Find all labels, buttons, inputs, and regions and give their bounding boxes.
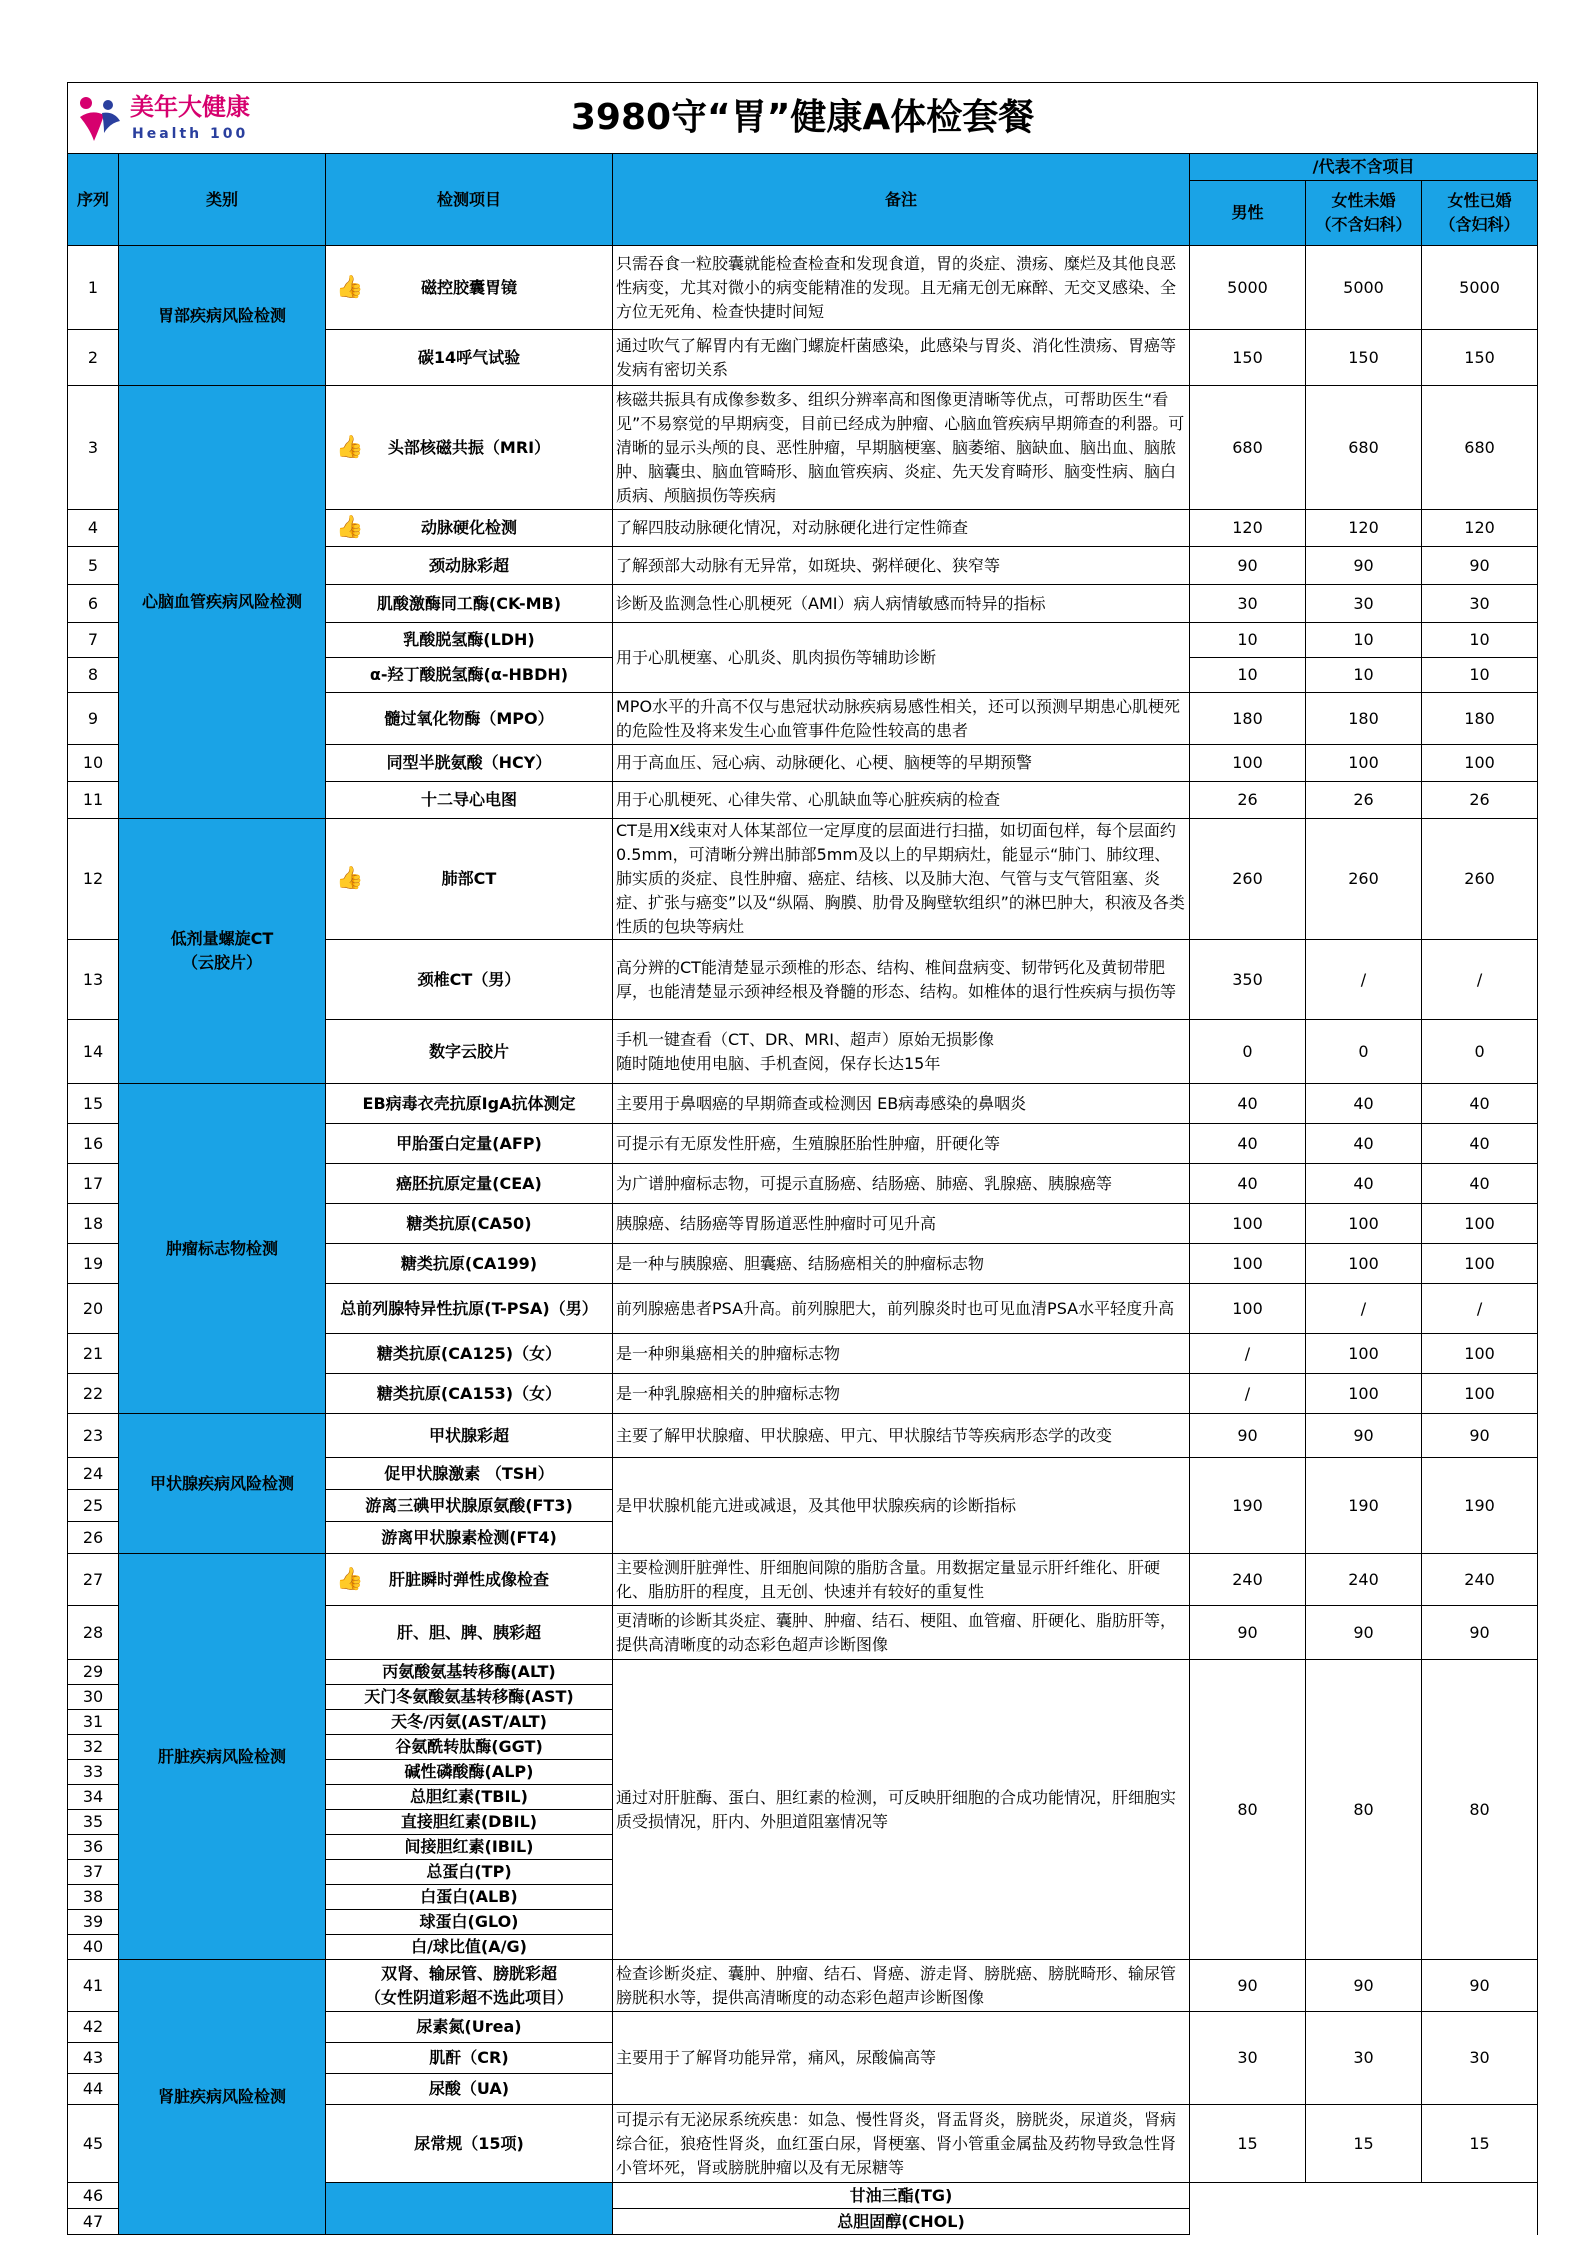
price-male: 5000 <box>1190 246 1306 330</box>
row-item: 白蛋白(ALB) <box>326 1885 613 1910</box>
price-female-unmarried: 0 <box>1306 1020 1422 1084</box>
row-item: 天门冬氨酸氨基转移酶(AST) <box>326 1685 613 1710</box>
price-female-unmarried: 80 <box>1306 1660 1422 1960</box>
row-seq: 21 <box>68 1334 119 1374</box>
row-seq: 4 <box>68 510 119 547</box>
price-female-unmarried: 90 <box>1306 1414 1422 1458</box>
row-seq: 23 <box>68 1414 119 1458</box>
row-item-label: 动脉硬化检测 <box>420 518 517 537</box>
price-female-unmarried: 100 <box>1306 1244 1422 1284</box>
price-female-unmarried: 30 <box>1306 585 1422 623</box>
row-seq: 5 <box>68 547 119 585</box>
header-legend: /代表不含项目 <box>1190 154 1538 181</box>
price-female-married: 150 <box>1422 330 1538 386</box>
price-female-unmarried: / <box>1306 1284 1422 1334</box>
row-item: 尿常规（15项) <box>326 2105 613 2183</box>
row-seq: 30 <box>68 1685 119 1710</box>
row-item <box>326 1554 613 1606</box>
row-note: 用于心肌梗死、心律失常、心肌缺血等心脏疾病的检查 <box>613 782 1190 819</box>
row-item: EB病毒衣壳抗原IgA抗体测定 <box>326 1084 613 1124</box>
row-note: 诊断及监测急性心肌梗死（AMI）病人病情敏感而特异的指标 <box>613 585 1190 623</box>
page-title: 3980守“胃”健康A体检套餐 <box>570 97 1035 138</box>
price-female-married: 40 <box>1422 1084 1538 1124</box>
price-female-married: 180 <box>1422 693 1538 745</box>
price-female-unmarried: 240 <box>1306 1554 1422 1606</box>
table-row <box>68 246 1538 330</box>
row-note: 可提示有无原发性肝癌，生殖腺胚胎性肿瘤，肝硬化等 <box>613 1124 1190 1164</box>
row-item: 尿素氮(Urea) <box>326 2012 613 2043</box>
header-female-unmarried <box>1306 181 1422 246</box>
header-seq: 序列 <box>68 154 119 246</box>
row-seq: 13 <box>68 940 119 1020</box>
row-item: 甲胎蛋白定量(AFP) <box>326 1124 613 1164</box>
row-note: 了解四肢动脉硬化情况，对动脉硬化进行定性筛查 <box>613 510 1190 547</box>
row-item-label: 头部核磁共振（MRI） <box>387 437 551 457</box>
row-item: 肌酐（CR) <box>326 2043 613 2074</box>
row-seq: 10 <box>68 745 119 782</box>
row-seq: 16 <box>68 1124 119 1164</box>
price-female-unmarried: 100 <box>1306 745 1422 782</box>
row-seq: 18 <box>68 1204 119 1244</box>
price-female-unmarried: 90 <box>1306 1960 1422 2012</box>
header-item: 检测项目 <box>326 154 613 246</box>
thumbs-up-icon: 👍 <box>336 434 364 460</box>
row-item: 糖类抗原(CA153)（女） <box>326 1374 613 1414</box>
row-note: 胰腺癌、结肠癌等胃肠道恶性肿瘤时可见升高 <box>613 1204 1190 1244</box>
price-female-married: 90 <box>1422 547 1538 585</box>
row-item: 球蛋白(GLO) <box>326 1910 613 1935</box>
price-male: 30 <box>1190 585 1306 623</box>
row-seq: 14 <box>68 1020 119 1084</box>
row-seq: 3 <box>68 386 119 510</box>
row-item: α-羟丁酸脱氢酶(α-HBDH) <box>326 658 613 693</box>
category-lipid <box>326 2183 613 2235</box>
row-seq: 1 <box>68 246 119 330</box>
row-seq: 28 <box>68 1606 119 1660</box>
price-female-married: 40 <box>1422 1164 1538 1204</box>
price-female-married: 260 <box>1422 819 1538 940</box>
price-female-married: 100 <box>1422 1374 1538 1414</box>
table-row <box>68 1960 1538 2012</box>
brand-name-cn: 美年大健康 <box>130 93 250 121</box>
row-note: 用于高血压、冠心病、动脉硬化、心梗、脑梗等的早期预警 <box>613 745 1190 782</box>
row-item: 白/球比值(A/G) <box>326 1935 613 1960</box>
row-item <box>326 1960 613 2012</box>
price-male: 260 <box>1190 819 1306 940</box>
price-female-married: / <box>1422 940 1538 1020</box>
price-male: 100 <box>1190 1204 1306 1244</box>
price-male: 240 <box>1190 1554 1306 1606</box>
price-female-married: 90 <box>1422 1960 1538 2012</box>
price-male: 10 <box>1190 658 1306 693</box>
price-female-unmarried: 40 <box>1306 1124 1422 1164</box>
row-note: CT是用X线束对人体某部位一定厚度的层面进行扫描，如切面包样，每个层面约0.5mm，可清晰分辨出肺部5mm及以上的早期病灶，能显示“肺门、肺纹理、肺实质的炎症、良性肿瘤、癌症、结核、以及肺大泡、气管与支气管阻塞、炎症、扩张与癌变”以及“纵隔、胸膜、肋骨及胸壁软组织”的淋巴肿大，积液及各类性质的包块等病灶 <box>613 819 1190 940</box>
row-seq: 37 <box>68 1860 119 1885</box>
price-female-married: 190 <box>1422 1458 1538 1554</box>
row-item-label: 肝脏瞬时弹性成像检查 <box>388 1569 549 1589</box>
row-seq: 31 <box>68 1710 119 1735</box>
price-female-married: 30 <box>1422 585 1538 623</box>
exam-package-sheet <box>67 82 1537 2235</box>
price-female-unmarried: 180 <box>1306 693 1422 745</box>
row-item: 糖类抗原(CA199) <box>326 1244 613 1284</box>
row-item: 谷氨酰转肽酶(GGT) <box>326 1735 613 1760</box>
price-male: 150 <box>1190 330 1306 386</box>
price-female-unmarried: 100 <box>1306 1204 1422 1244</box>
row-item: 甲状腺彩超 <box>326 1414 613 1458</box>
row-note: 了解颈部大动脉有无异常，如斑块、粥样硬化、狭窄等 <box>613 547 1190 585</box>
row-item: 颈椎CT（男） <box>326 940 613 1020</box>
price-female-married: 80 <box>1422 1660 1538 1960</box>
price-male: 0 <box>1190 1020 1306 1084</box>
category-kidney: 肾脏疾病风险检测 <box>119 1960 326 2235</box>
price-female-unmarried: 26 <box>1306 782 1422 819</box>
row-seq: 19 <box>68 1244 119 1284</box>
price-male: 120 <box>1190 510 1306 547</box>
row-note: 主要了解甲状腺瘤、甲状腺癌、甲亢、甲状腺结节等疾病形态学的改变 <box>613 1414 1190 1458</box>
price-female-unmarried: 100 <box>1306 1334 1422 1374</box>
row-item: 尿酸（UA) <box>326 2074 613 2105</box>
table-row <box>68 1414 1538 1458</box>
price-male: / <box>1190 1374 1306 1414</box>
row-seq: 22 <box>68 1374 119 1414</box>
price-female-unmarried <box>1422 2183 1538 2235</box>
row-note: 通过对肝脏酶、蛋白、胆红素的检测，可反映肝细胞的合成功能情况，肝细胞实质受损情况，肝内、外胆道阻塞情况等 <box>613 1660 1190 1960</box>
price-male: 40 <box>1190 1124 1306 1164</box>
row-seq: 35 <box>68 1810 119 1835</box>
row-seq: 9 <box>68 693 119 745</box>
row-seq: 34 <box>68 1785 119 1810</box>
row-item <box>326 246 613 330</box>
category-ct-line1: 低剂量螺旋CT <box>170 929 274 948</box>
row-note: 检查诊断炎症、囊肿、肿瘤、结石、肾癌、游走肾、膀胱癌、膀胱畸形、输尿管膀胱积水等，提供高清晰度的动态彩色超声诊断图像 <box>613 1960 1190 2012</box>
row-note: 主要检测肝脏弹性、肝细胞间隙的脂肪含量。用数据定量显示肝纤维化、肝硬化、脂肪肝的程度，且无创、快速并有较好的重复性 <box>613 1554 1190 1606</box>
row-seq: 40 <box>68 1935 119 1960</box>
price-female-unmarried: 90 <box>1306 547 1422 585</box>
brand-name-en: Health 100 <box>132 126 249 142</box>
header-female-unmarried-label: 女性未婚 <box>1331 191 1396 210</box>
price-female-married: 100 <box>1422 1334 1538 1374</box>
row-item: 总前列腺特异性抗原(T-PSA)（男） <box>326 1284 613 1334</box>
row-item <box>326 819 613 940</box>
row-seq: 24 <box>68 1458 119 1490</box>
row-note: 为广谱肿瘤标志物，可提示直肠癌、结肠癌、肺癌、乳腺癌、胰腺癌等 <box>613 1164 1190 1204</box>
header-category: 类别 <box>119 154 326 246</box>
price-female-married: 26 <box>1422 782 1538 819</box>
row-item <box>326 386 613 510</box>
row-item <box>326 510 613 547</box>
price-female-married: 120 <box>1422 510 1538 547</box>
row-seq: 6 <box>68 585 119 623</box>
price-male: 90 <box>1190 1606 1306 1660</box>
row-note: MPO水平的升高不仅与患冠状动脉疾病易感性相关，还可以预测早期患心肌梗死的危险性及将来发生心血管事件危险性较高的患者 <box>613 693 1190 745</box>
price-female-married: 15 <box>1422 2105 1538 2183</box>
price-female-unmarried: 40 <box>1306 1084 1422 1124</box>
thumbs-up-icon: 👍 <box>336 866 364 891</box>
price-female-married: 100 <box>1422 1204 1538 1244</box>
row-seq: 29 <box>68 1660 119 1685</box>
header-female-married-sub: （含妇科） <box>1439 215 1520 234</box>
row-item-label: 肺部CT <box>441 869 497 888</box>
price-female-married: 5000 <box>1422 246 1538 330</box>
row-item: 糖类抗原(CA125)（女） <box>326 1334 613 1374</box>
price-female-unmarried: 190 <box>1306 1458 1422 1554</box>
row-item: 碳14呼气试验 <box>326 330 613 386</box>
price-female-married: 10 <box>1422 658 1538 693</box>
row-item: 数字云胶片 <box>326 1020 613 1084</box>
row-item: 天冬/丙氨(AST/ALT) <box>326 1710 613 1735</box>
price-female-unmarried: 680 <box>1306 386 1422 510</box>
thumbs-up-icon: 👍 <box>336 274 364 300</box>
header-female-married-label: 女性已婚 <box>1447 191 1512 210</box>
row-item: 乳酸脱氢酶(LDH) <box>326 623 613 658</box>
price-male: 80 <box>1190 1660 1306 1960</box>
thumbs-up-icon: 👍 <box>336 515 364 540</box>
price-male: 90 <box>1190 1414 1306 1458</box>
row-note: 只需吞食一粒胶囊就能检查检查和发现食道，胃的炎症、溃疡、糜烂及其他良恶性病变，尤其对微小的病变能精准的发现。且无痛无创无麻醉、无交叉感染、全方位无死角、检查快捷时间短 <box>613 246 1190 330</box>
price-male: 100 <box>1190 745 1306 782</box>
row-item-label: 磁控胶囊胃镜 <box>420 277 517 297</box>
category-tumor: 肿瘤标志物检测 <box>119 1084 326 1414</box>
row-seq: 12 <box>68 819 119 940</box>
price-female-married: 240 <box>1422 1554 1538 1606</box>
row-item: 癌胚抗原定量(CEA) <box>326 1164 613 1204</box>
row-item-line2: （女性阴道彩超不选此项目） <box>364 1987 573 2007</box>
price-female-married: / <box>1422 1284 1538 1334</box>
category-cardio: 心脑血管疾病风险检测 <box>119 386 326 819</box>
price-male: 15 <box>1190 2105 1306 2183</box>
row-item: 同型半胱氨酸（HCY） <box>326 745 613 782</box>
price-female-married: 40 <box>1422 1124 1538 1164</box>
row-item: 糖类抗原(CA50) <box>326 1204 613 1244</box>
row-seq: 45 <box>68 2105 119 2183</box>
header-male: 男性 <box>1190 181 1306 246</box>
price-female-unmarried: 100 <box>1306 1374 1422 1414</box>
price-female-married: 100 <box>1422 1244 1538 1284</box>
price-female-married: 100 <box>1422 745 1538 782</box>
row-seq: 36 <box>68 1835 119 1860</box>
table-row <box>68 1084 1538 1124</box>
brand-logo <box>74 93 264 145</box>
brand-logo-icon <box>74 93 126 145</box>
row-item: 十二导心电图 <box>326 782 613 819</box>
row-item: 游离三碘甲状腺原氨酸(FT3) <box>326 1490 613 1522</box>
row-seq: 15 <box>68 1084 119 1124</box>
row-note: 是一种卵巢癌相关的肿瘤标志物 <box>613 1334 1190 1374</box>
price-female-unmarried: 150 <box>1306 330 1422 386</box>
price-female-married: 0 <box>1422 1020 1538 1084</box>
row-item: 髓过氧化物酶（MPO） <box>326 693 613 745</box>
row-item: 肝、胆、脾、胰彩超 <box>326 1606 613 1660</box>
row-note: 可提示有无泌尿系统疾患：如急、慢性肾炎，肾盂肾炎，膀胱炎，尿道炎，肾病综合征，狼疮性肾炎，血红蛋白尿，肾梗塞、肾小管重金属盐及药物导致急性肾小管坏死，肾或膀胱肿瘤以及有无尿糖等 <box>613 2105 1190 2183</box>
table-row <box>68 386 1538 510</box>
category-ct <box>119 819 326 1084</box>
row-seq: 32 <box>68 1735 119 1760</box>
row-note: 主要用于鼻咽癌的早期筛查或检测因 EB病毒感染的鼻咽炎 <box>613 1084 1190 1124</box>
category-stomach: 胃部疾病风险检测 <box>119 246 326 386</box>
header-female-married <box>1422 181 1538 246</box>
row-seq: 39 <box>68 1910 119 1935</box>
price-male: 190 <box>1190 1458 1306 1554</box>
price-male: 180 <box>1190 693 1306 745</box>
price-male: 40 <box>1190 1164 1306 1204</box>
row-note: 更清晰的诊断其炎症、囊肿、肿瘤、结石、梗阻、血管瘤、肝硬化、脂肪肝等，提供高清晰度的动态彩色超声诊断图像 <box>613 1606 1190 1660</box>
row-note: 高分辨的CT能清楚显示颈椎的形态、结构、椎间盘病变、韧带钙化及黄韧带肥厚，也能清楚显示颈神经根及脊髓的形态、结构。如椎体的退行性疾病与损伤等 <box>613 940 1190 1020</box>
exam-table <box>67 82 1538 2235</box>
row-item: 甘油三酯(TG) <box>613 2183 1190 2209</box>
row-note <box>1190 2183 1306 2235</box>
price-male: / <box>1190 1334 1306 1374</box>
row-item: 促甲状腺激素 （TSH） <box>326 1458 613 1490</box>
row-item-line1: 双肾、输尿管、膀胱彩超 <box>380 1963 557 1983</box>
row-seq: 42 <box>68 2012 119 2043</box>
row-seq: 27 <box>68 1554 119 1606</box>
table-row <box>68 1554 1538 1606</box>
row-seq: 26 <box>68 1522 119 1554</box>
row-item: 总胆红素(TBIL) <box>326 1785 613 1810</box>
row-note-line1: 手机一键查看（CT、DR、MRI、超声）原始无损影像 <box>616 1029 995 1049</box>
category-liver: 肝脏疾病风险检测 <box>119 1554 326 1960</box>
price-female-unmarried: / <box>1306 940 1422 1020</box>
price-male: 350 <box>1190 940 1306 1020</box>
row-note: 用于心肌梗塞、心肌炎、肌肉损伤等辅助诊断 <box>613 623 1190 693</box>
header-female-unmarried-sub: （不含妇科） <box>1315 215 1412 234</box>
price-female-unmarried: 10 <box>1306 623 1422 658</box>
row-seq: 43 <box>68 2043 119 2074</box>
price-female-unmarried: 40 <box>1306 1164 1422 1204</box>
price-female-married: 30 <box>1422 2012 1538 2105</box>
row-note: 通过吹气了解胃内有无幽门螺旋杆菌感染，此感染与胃炎、消化性溃疡、胃癌等发病有密切关系 <box>613 330 1190 386</box>
price-male: 30 <box>1190 2012 1306 2105</box>
price-female-unmarried: 5000 <box>1306 246 1422 330</box>
row-seq: 8 <box>68 658 119 693</box>
category-ct-line2: （云胶片） <box>181 953 262 972</box>
row-seq: 38 <box>68 1885 119 1910</box>
row-note: 核磁共振具有成像参数多、组织分辨率高和图像更清晰等优点，可帮助医生“看见”不易察觉的早期病变，目前已经成为肿瘤、心脑血管疾病早期筛查的利器。可清晰的显示头颅的良、恶性肿瘤，早期脑梗塞、脑萎缩、脑缺血、脑出血、脑脓肿、脑囊虫、脑血管畸形、脑血管疾病、炎症、先天发育畸形、脑变性病、脑白质病、颅脑损伤等疾病 <box>613 386 1190 510</box>
price-male: 100 <box>1190 1284 1306 1334</box>
row-item: 颈动脉彩超 <box>326 547 613 585</box>
price-female-unmarried: 90 <box>1306 1606 1422 1660</box>
row-item: 丙氨酸氨基转移酶(ALT) <box>326 1660 613 1685</box>
price-male: 40 <box>1190 1084 1306 1124</box>
price-female-married: 10 <box>1422 623 1538 658</box>
row-seq: 46 <box>68 2183 119 2209</box>
row-note: 是一种乳腺癌相关的肿瘤标志物 <box>613 1374 1190 1414</box>
price-female-unmarried: 260 <box>1306 819 1422 940</box>
price-female-unmarried: 15 <box>1306 2105 1422 2183</box>
price-male <box>1306 2183 1422 2235</box>
row-seq: 11 <box>68 782 119 819</box>
row-seq: 7 <box>68 623 119 658</box>
price-male: 10 <box>1190 623 1306 658</box>
thumbs-up-icon: 👍 <box>336 1566 364 1592</box>
table-row <box>68 819 1538 940</box>
row-seq: 47 <box>68 2209 119 2235</box>
row-note: 前列腺癌患者PSA升高。前列腺肥大，前列腺炎时也可见血清PSA水平轻度升高 <box>613 1284 1190 1334</box>
price-male: 100 <box>1190 1244 1306 1284</box>
row-note: 主要用于了解肾功能异常，痛风，尿酸偏高等 <box>613 2012 1190 2105</box>
row-item: 游离甲状腺素检测(FT4) <box>326 1522 613 1554</box>
price-male: 90 <box>1190 1960 1306 2012</box>
price-female-married: 90 <box>1422 1606 1538 1660</box>
row-seq: 44 <box>68 2074 119 2105</box>
row-item: 肌酸激酶同工酶(CK-MB) <box>326 585 613 623</box>
row-seq: 2 <box>68 330 119 386</box>
row-item: 直接胆红素(DBIL) <box>326 1810 613 1835</box>
price-male: 90 <box>1190 547 1306 585</box>
row-note-line2: 随时随地使用电脑、手机查阅，保存长达15年 <box>616 1053 941 1073</box>
row-seq: 25 <box>68 1490 119 1522</box>
price-female-unmarried: 30 <box>1306 2012 1422 2105</box>
row-seq: 17 <box>68 1164 119 1204</box>
header-note: 备注 <box>613 154 1190 246</box>
row-seq: 41 <box>68 1960 119 2012</box>
price-female-unmarried: 10 <box>1306 658 1422 693</box>
price-female-married: 680 <box>1422 386 1538 510</box>
title-cell <box>68 83 1538 154</box>
price-female-unmarried: 120 <box>1306 510 1422 547</box>
row-note: 是甲状腺机能亢进或减退，及其他甲状腺疾病的诊断指标 <box>613 1458 1190 1554</box>
row-seq: 20 <box>68 1284 119 1334</box>
row-item: 总蛋白(TP) <box>326 1860 613 1885</box>
row-note: 是一种与胰腺癌、胆囊癌、结肠癌相关的肿瘤标志物 <box>613 1244 1190 1284</box>
row-item: 碱性磷酸酶(ALP) <box>326 1760 613 1785</box>
row-item: 总胆固醇(CHOL) <box>613 2209 1190 2235</box>
row-item: 间接胆红素(IBIL) <box>326 1835 613 1860</box>
price-male: 680 <box>1190 386 1306 510</box>
price-male: 26 <box>1190 782 1306 819</box>
row-note <box>613 1020 1190 1084</box>
category-thyroid: 甲状腺疾病风险检测 <box>119 1414 326 1554</box>
row-seq: 33 <box>68 1760 119 1785</box>
price-female-married: 90 <box>1422 1414 1538 1458</box>
